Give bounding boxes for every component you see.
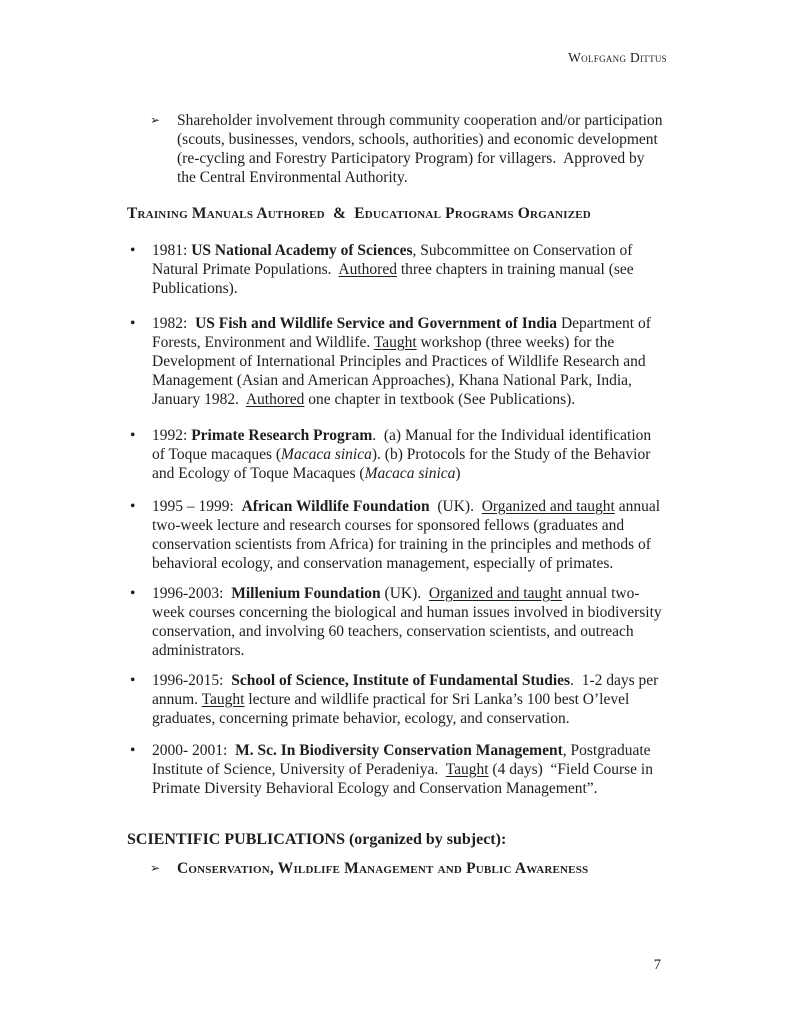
training-item-text: 1996-2003: Millenium Foundation (UK). Organized and taught annual two-week courses concerning the biological and human issues involved in biodiversity conservation, and involving 60 teachers, conservation scientists, and outreach administrators.	[152, 585, 666, 659]
training-item-1982	[130, 314, 667, 409]
bullet-icon: •	[130, 585, 136, 602]
training-item-1992	[130, 426, 667, 483]
training-item-2000-2001	[130, 741, 667, 798]
section-heading-training-manuals: Training Manuals Authored & Educational Programs Organized	[127, 205, 591, 222]
page-number: 7	[653, 957, 661, 973]
training-item-1981	[130, 241, 667, 298]
page-header	[127, 50, 667, 66]
bullet-icon: •	[130, 498, 136, 515]
arrow-bullet-icon: ➢	[150, 861, 161, 875]
bullet-icon: •	[130, 672, 136, 689]
publications-subsection-text: Conservation, Wildlife Management and Public Awareness	[177, 860, 589, 877]
intro-bullet-item	[150, 111, 667, 187]
training-item-1996-2003	[130, 584, 667, 660]
publications-subsection-item	[150, 859, 667, 878]
training-item-1996-2015	[130, 671, 667, 728]
bullet-icon: •	[130, 242, 136, 259]
section-heading-scientific-publications: SCIENTIFIC PUBLICATIONS (organized by subject):	[127, 831, 507, 848]
bullet-icon: •	[130, 315, 136, 332]
training-item-text: 2000- 2001: M. Sc. In Biodiversity Conservation Management, Postgraduate Institute of Science, University of Peradeniya. Taught (4 days) “Field Course in Primate Diversity Behavioral Ecology and Conservation Management”.	[152, 742, 657, 797]
training-item-text: 1981: US National Academy of Sciences, Subcommittee on Conservation of Natural Primate Populations. Authored three chapters in training manual (see Publications).	[152, 242, 638, 297]
training-item-text: 1996-2015: School of Science, Institute of Fundamental Studies. 1-2 days per annum. Taught lecture and wildlife practical for Sri Lanka’s 100 best O’level graduates, concerning primate behavior, ecology, and conservation.	[152, 672, 663, 727]
training-item-text: 1992: Primate Research Program. (a) Manual for the Individual identification of Toque macaques (Macaca sinica). (b) Protocols for the Study of the Behavior and Ecology of Toque Macaques (Macaca sinica)	[152, 427, 656, 482]
training-item-text: 1995 – 1999: African Wildlife Foundation (UK). Organized and taught annual two-week lecture and research courses for sponsored fellows (graduates and conservation scientists from Africa) for training in the principles and methods of behavioral ecology, and conservation management, especially of primates.	[152, 498, 664, 572]
author-name: Wolfgang Dittus	[568, 50, 667, 65]
arrow-bullet-icon: ➢	[150, 113, 161, 127]
bullet-icon: •	[130, 742, 136, 759]
training-item-text: 1982: US Fish and Wildlife Service and Government of India Department of Forests, Environment and Wildlife. Taught workshop (three weeks) for the Development of International Principles and Practices of Wildlife Research and Management (Asian and American Approaches), Khana National Park, India, January 1982. Authored one chapter in textbook (See Publications).	[152, 315, 655, 408]
training-item-1995-1999	[130, 497, 667, 573]
intro-bullet-text: Shareholder involvement through community cooperation and/or participation (scouts, businesses, vendors, schools, authorities) and economic development (re-cycling and Forestry Participatory Program) for villagers. Approved by the Central Environmental Authority.	[177, 112, 667, 186]
bullet-icon: •	[130, 427, 136, 444]
